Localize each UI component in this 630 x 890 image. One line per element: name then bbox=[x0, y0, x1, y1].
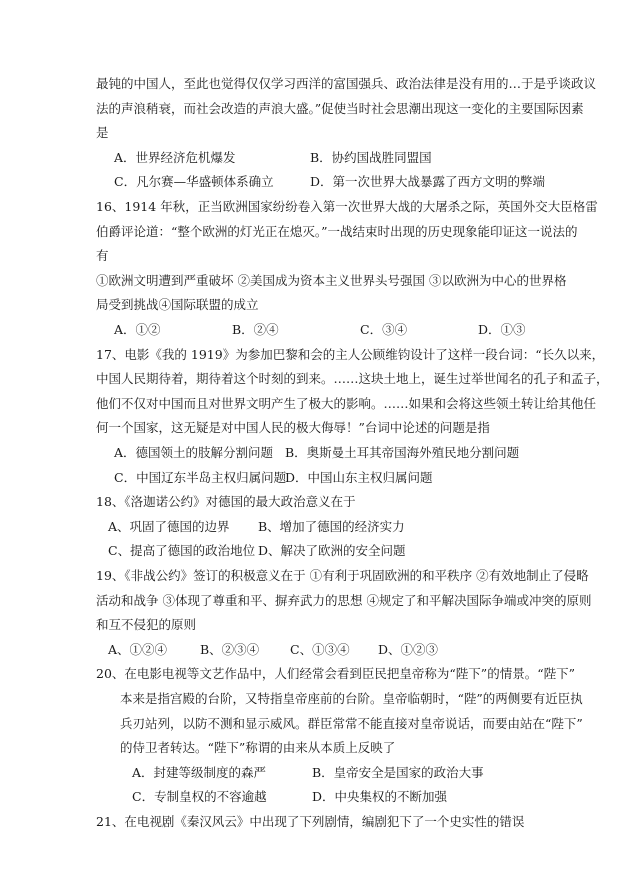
q19-stem-line-2: 活动和战争 ③体现了尊重和平、摒弃武力的思想 ④规定了和平解决国际争端或冲突的原则 bbox=[96, 592, 592, 608]
q18-option-a: A、巩固了德国的边界 bbox=[108, 518, 230, 534]
q17-option-d: D．中国山东主权归属问题 bbox=[285, 469, 433, 485]
q19-option-b: B、②③④ bbox=[200, 641, 260, 657]
q16-option-a: A．①② bbox=[114, 322, 161, 337]
q15-stem-line-2: 法的声浪稍衰，而社会改造的声浪大盛。”促使当时社会思潮出现这一变化的主要国际因素 bbox=[96, 100, 584, 116]
q16-stem-line-3: 有 bbox=[96, 248, 109, 264]
q20-option-d: D．中央集权的不断加强 bbox=[312, 789, 448, 805]
q19-stem-line-1: 19、《非战公约》签订的积极意义在于 ①有利于巩固欧洲的和平秩序 ②有效地制止了侵略 bbox=[96, 568, 589, 583]
q20-option-a: A．封建等级制度的森严 bbox=[132, 764, 267, 780]
q18-stem-line-1: 18、《洛迦诺公约》对德国的最大政治意义在于 bbox=[96, 494, 356, 510]
q18-option-c: C、提高了德国的政治地位 bbox=[108, 543, 256, 559]
q19-option-a: A、①②④ bbox=[108, 641, 168, 657]
q19-option-d: D、①②③ bbox=[378, 641, 439, 657]
q15-option-d: D．第一次世界大战暴露了西方文明的弊端 bbox=[310, 174, 546, 190]
q21-stem-line-1: 21、在电视剧《秦汉风云》中出现了下列剧情，编剧犯下了一个史实性的错误 bbox=[96, 814, 525, 829]
q17-option-b: B．奥斯曼土耳其帝国海外殖民地分割问题 bbox=[285, 445, 520, 460]
q16-option-c: C．③④ bbox=[360, 322, 408, 337]
q17-stem-line-3: 他们不仅对中国而且对世界文明产生了极大的影响。……如果和会将这些领土转让给其他任 bbox=[96, 395, 597, 411]
q20-stem-line-3: 兵刃站列，以防不测和显示威风。群臣常常不能直接对皇帝说话，而要由站在“陛下” bbox=[120, 715, 583, 731]
q17-stem-line-1: 17、电影《我的 1919》为参加巴黎和会的主人公顾维钧设计了这样一段台词：“长久以来， bbox=[96, 346, 605, 362]
q16-option-b: B．②④ bbox=[232, 322, 279, 337]
q20-stem-line-2: 本来是指宫殿的台阶，又特指皇帝座前的台阶。皇帝临朝时，“陛”的两侧要有近臣执 bbox=[120, 691, 583, 706]
q15-stem-line-3: 是 bbox=[96, 125, 109, 141]
q16-option-d: D．①③ bbox=[478, 322, 526, 337]
q16-stem-line-5: 局受到挑战④国际联盟的成立 bbox=[96, 297, 259, 313]
q19-option-c: C、①③④ bbox=[290, 641, 350, 657]
q17-stem-line-2: 中国人民期待着，期待着这个时刻的到来。……这块土地上，诞生过举世闻名的孔子和孟子， bbox=[96, 371, 609, 387]
q16-stem-line-4: ①欧洲文明遭到严重破坏 ②美国成为资本主义世界头号强国 ③以欧洲为中心的世界格 bbox=[96, 272, 567, 288]
q15-stem-line-1: 最钝的中国人，至此也觉得仅仅学习西洋的富国强兵、政治法律是没有用的…于是乎谈政议 bbox=[96, 76, 597, 91]
q17-stem-line-4: 何一个国家，这无疑是对中国人民的极大侮辱！”台词中论述的问题是指 bbox=[96, 420, 490, 436]
q20-option-b: B．皇帝安全是国家的政治大事 bbox=[312, 764, 484, 780]
q20-stem-line-1: 20、在电影电视等文艺作品中，人们经常会看到臣民把皇帝称为“陛下”的情景。“陛下” bbox=[96, 666, 575, 682]
q19-stem-line-3: 和互不侵犯的原则 bbox=[96, 617, 197, 633]
q15-option-b: B．协约国战胜同盟国 bbox=[310, 149, 432, 165]
q18-option-d: D、解决了欧洲的安全问题 bbox=[258, 543, 406, 559]
q20-stem-line-4: 的侍卫者转达。“陛下”称谓的由来从本质上反映了 bbox=[120, 740, 396, 756]
q17-option-c: C．中国辽东半岛主权归属问题 bbox=[114, 469, 287, 485]
q20-option-c: C．专制皇权的不容逾越 bbox=[132, 789, 267, 805]
q18-option-b: B、增加了德国的经济实力 bbox=[258, 518, 405, 534]
q17-option-a: A．德国领土的肢解分割问题 bbox=[114, 445, 274, 460]
q16-stem-line-2: 伯爵评论道：“整个欧洲的灯光正在熄灭。”一战结束时出现的历史现象能印证这一说法的 bbox=[96, 223, 578, 239]
q15-option-c: C．凡尔赛—华盛顿体系确立 bbox=[114, 174, 274, 190]
q16-stem-line-1: 16、1914 年秋，正当欧洲国家纷纷卷入第一次世界大战的大屠杀之际，英国外交大臣格雷 bbox=[96, 199, 598, 214]
q15-option-a: A．世界经济危机爆发 bbox=[114, 149, 236, 165]
